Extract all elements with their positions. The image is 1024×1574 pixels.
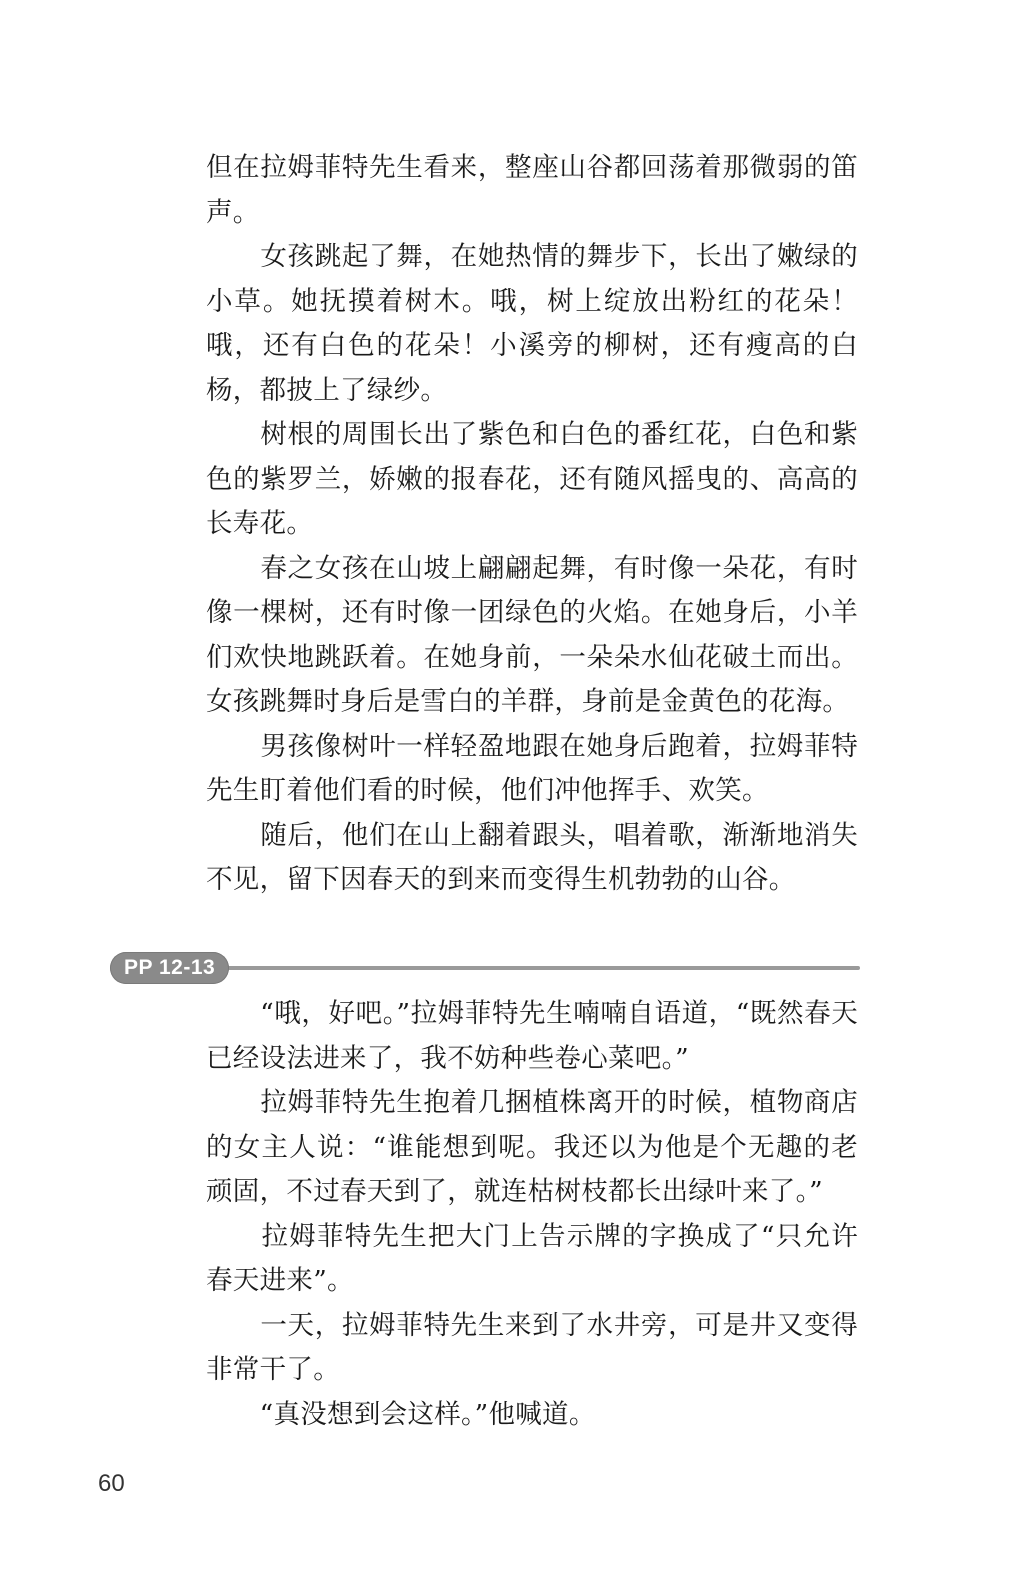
paragraph: 拉姆菲特先生把大门上告示牌的字换成了“只允许春天进来”。	[206, 1220, 858, 1296]
text-block-bottom	[206, 992, 858, 1437]
section-divider	[210, 966, 860, 970]
paragraph: “真没想到会这样。”他喊道。	[206, 1398, 596, 1430]
paragraph: 女孩跳起了舞，在她热情的舞步下，长出了嫩绿的小草。她抚摸着树木。哦，树上绽放出粉红的花朵！哦，还有白色的花朵！小溪旁的柳树，还有瘦高的白杨，都披上了绿纱。	[206, 241, 858, 406]
paragraph: 春之女孩在山坡上翩翩起舞，有时像一朵花，有时像一棵树，还有时像一团绿色的火焰。在她身后，小羊们欢快地跳跃着。在她身前，一朵朵水仙花破土而出。女孩跳舞时身后是雪白的羊群，身前是金黄色的花海。	[206, 552, 858, 717]
paragraph: “哦，好吧。”拉姆菲特先生喃喃自语道，“既然春天已经设法进来了，我不妨种些卷心菜吧。”	[206, 998, 858, 1074]
paragraph: 一天，拉姆菲特先生来到了水井旁，可是井又变得非常干了。	[206, 1309, 858, 1385]
paragraph: 树根的周围长出了紫色和白色的番红花，白色和紫色的紫罗兰，娇嫩的报春花，还有随风摇曳的、高高的长寿花。	[206, 419, 858, 539]
paragraph: 男孩像树叶一样轻盈地跟在她身后跑着，拉姆菲特先生盯着他们看的时候，他们冲他挥手、欢笑。	[206, 730, 858, 806]
text-block-top	[206, 146, 858, 903]
paragraph: 随后，他们在山上翻着跟头，唱着歌，渐渐地消失不见，留下因春天的到来而变得生机勃勃的山谷。	[206, 819, 858, 895]
paragraph: 拉姆菲特先生抱着几捆植株离开的时候，植物商店的女主人说：“谁能想到呢。我还以为他是个无趣的老顽固，不过春天到了，就连枯树枝都长出绿叶来了。”	[206, 1087, 858, 1207]
paragraph: 但在拉姆菲特先生看来，整座山谷都回荡着那微弱的笛声。	[206, 152, 858, 228]
page-number: 60	[98, 1470, 125, 1497]
section-label-badge: PP 12-13	[110, 952, 229, 984]
section-marker	[110, 950, 860, 986]
